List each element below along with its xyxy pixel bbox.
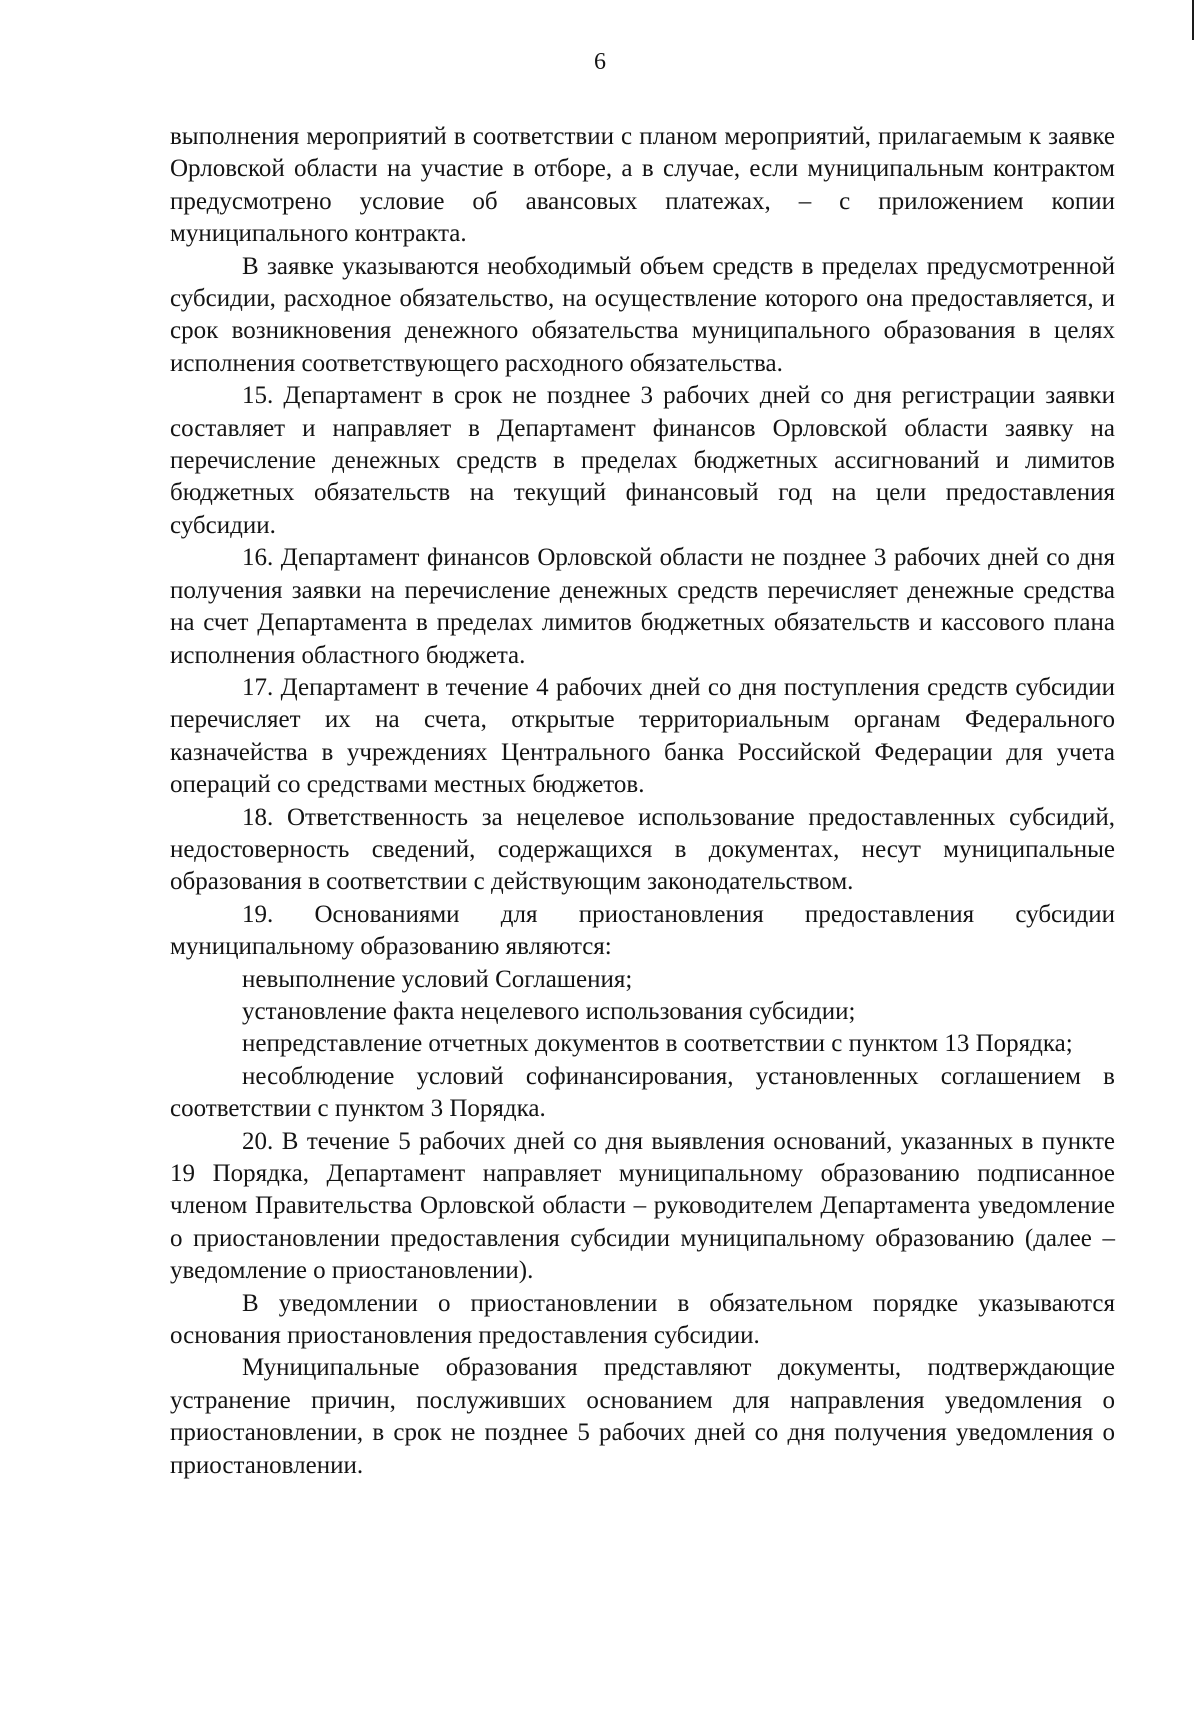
document-body [170,121,1115,1482]
paragraph-item-20: 20. В течение 5 рабочих дней со дня выявления оснований, указанных в пункте 19 Порядка, Департамент направляет муниципальному образованию подписанное членом Правительства Орловской области – руководителем Департамента уведомление о приостановлении предоставления субсидии муниципальному образованию (далее – уведомление о приостановлении). [170,1127,1115,1285]
paragraph-notice-grounds: В уведомлении о приостановлении в обязательном порядке указываются основания приостановления предоставления субсидии. [170,1289,1115,1350]
scan-edge-mark [1192,0,1194,40]
paragraph-municipal-documents: Муниципальные образования представляют документы, подтверждающие устранение причин, послуживших основанием для направления уведомления о приостановлении, в срок не позднее 5 рабочих дней со дня получения уведомления о приостановлении. [170,1354,1115,1479]
paragraph-item-18: 18. Ответственность за нецелевое использование предоставленных субсидий, недостоверность сведений, содержащихся в документах, несут муниципальные образования в соответствии с действующим законодательством. [170,803,1115,896]
paragraph-item-19: 19. Основаниями для приостановления предоставления субсидии муниципальному образованию являются: [170,900,1115,961]
paragraph-item-17: 17. Департамент в течение 4 рабочих дней со дня поступления средств субсидии перечисляет их на счета, открытые территориальным органам Федерального казначейства в учреждениях Центрального банка Российской Федерации для учета операций со средствами местных бюджетов. [170,673,1115,799]
paragraph-continuation: выполнения мероприятий в соответствии с планом мероприятий, прилагаемым к заявке Орловской области на участие в отборе, а в случае, если муниципальным контрактом предусмотрено условие об авансовых платежах, – с приложением копии муниципального контракта. [170,123,1115,248]
list-item-grounds-3: непредставление отчетных документов в соответствии с пунктом 13 Порядка; [242,1030,1073,1058]
list-item-grounds-1: невыполнение условий Соглашения; [242,965,633,993]
list-item-grounds-4: несоблюдение условий софинансирования, установленных соглашением в соответствии с пунктом 3 Порядка. [170,1062,1115,1123]
page-number: 6 [594,49,606,75]
list-item-grounds-2: установление факта нецелевого использования субсидии; [242,997,856,1025]
paragraph-application-contents: В заявке указываются необходимый объем средств в пределах предусмотренной субсидии, расходное обязательство, на осуществление которого она предоставляется, и срок возникновения денежного обязательства муниципального образования в целях исполнения соответствующего расходного обязательства. [170,252,1115,377]
paragraph-item-15: 15. Департамент в срок не позднее 3 рабочих дней со дня регистрации заявки составляет и направляет в Департамент финансов Орловской области заявку на перечисление денежных средств в пределах бюджетных ассигнований и лимитов бюджетных обязательств на текущий финансовый год на цели предоставления субсидии. [170,382,1115,539]
paragraph-item-16: 16. Департамент финансов Орловской области не позднее 3 рабочих дней со дня получения заявки на перечисление денежных средств перечисляет денежные средства на счет Департамента в пределах лимитов бюджетных обязательств и кассового плана исполнения областного бюджета. [170,544,1115,669]
